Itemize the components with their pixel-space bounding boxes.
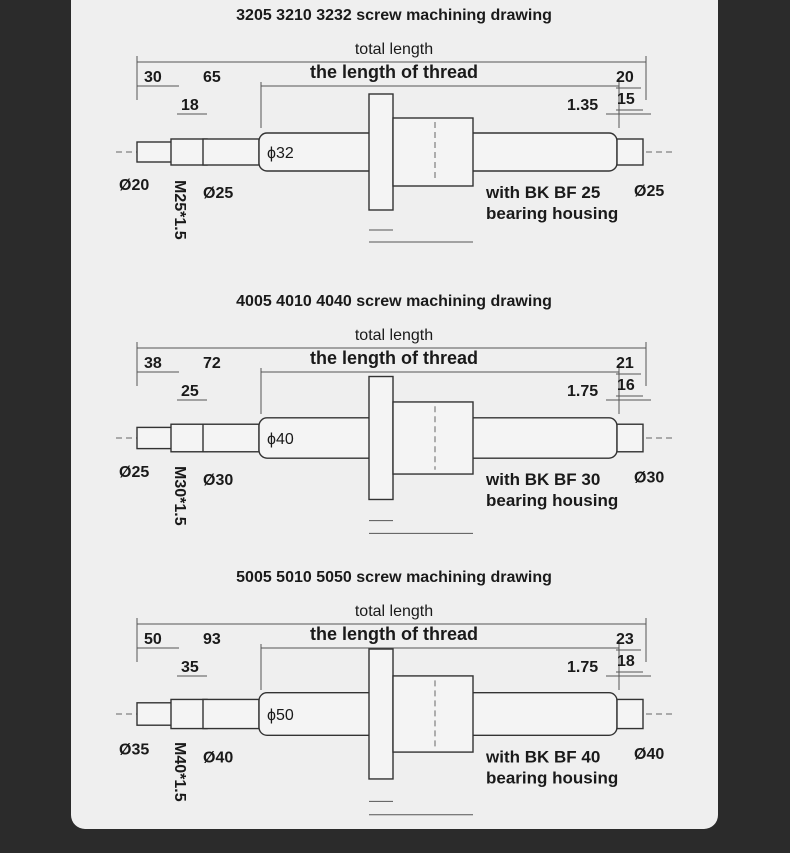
left-journal	[137, 427, 175, 448]
thread-length-label: the length of thread	[310, 624, 478, 644]
second-step-length: 72	[203, 355, 221, 372]
left-end-length: 30	[144, 69, 162, 86]
bearing-seat	[203, 424, 259, 452]
thread-spec: M30*1.5	[171, 466, 188, 526]
bearing-seat	[203, 139, 259, 165]
right-diameter: Ø30	[634, 469, 665, 487]
drawing-card	[71, 0, 718, 829]
thread-relief-length: 25	[181, 383, 199, 400]
screw-diameter: ϕ40	[267, 431, 294, 448]
bearing-diameter: Ø25	[203, 185, 234, 202]
housing-note-line1: with BK BF 25	[486, 183, 601, 202]
left-end-length: 38	[144, 355, 162, 372]
thread-section	[171, 699, 207, 728]
right-step-length: 18	[617, 653, 635, 670]
right-end-length: 23	[616, 631, 634, 648]
thread-spec: M40*1.5	[171, 742, 188, 802]
thread-section	[171, 139, 207, 165]
thread-section	[171, 424, 207, 452]
second-step-length: 65	[203, 69, 221, 86]
thread-spec: M25*1.5	[171, 180, 188, 240]
left-end-length: 50	[144, 631, 162, 648]
bearing-diameter: Ø30	[203, 472, 234, 490]
right-step-length: 16	[617, 377, 635, 394]
drawing-group	[116, 569, 676, 815]
right-diameter: Ø25	[634, 183, 665, 200]
right-journal	[617, 424, 643, 452]
thread-relief-length: 35	[181, 659, 199, 676]
nut-flange	[369, 377, 393, 500]
drawing-group	[116, 7, 676, 242]
right-journal	[617, 139, 643, 165]
left-diameter: Ø35	[119, 741, 150, 759]
nut-body	[393, 402, 473, 474]
right-step-length: 15	[617, 91, 635, 108]
thread-length-label: the length of thread	[310, 348, 478, 368]
left-journal	[137, 142, 175, 162]
total-length-label: total length	[354, 41, 434, 58]
groove-width: 1.75	[567, 383, 599, 400]
screw-diameter: ϕ50	[267, 707, 294, 724]
right-journal	[617, 699, 643, 728]
nut-body	[393, 118, 473, 186]
nut-flange	[369, 649, 393, 779]
left-journal	[137, 703, 175, 725]
housing-note-line1: with BK BF 40	[486, 747, 601, 767]
left-diameter: Ø25	[119, 464, 150, 482]
total-length-label: total length	[354, 603, 434, 620]
second-step-length: 93	[203, 631, 221, 648]
bearing-seat	[203, 699, 259, 728]
groove-width: 1.75	[567, 659, 599, 676]
drawing-title: 5005 5010 5050 screw machining drawing	[236, 569, 552, 586]
bearing-diameter: Ø40	[203, 749, 234, 767]
total-length-label: total length	[354, 327, 434, 344]
housing-note-line2: bearing housing	[486, 204, 619, 223]
screw-diameter: ϕ32	[267, 145, 294, 162]
nut-body	[393, 676, 473, 752]
right-end-length: 21	[616, 355, 634, 372]
nut-flange	[369, 94, 393, 210]
drawing-group	[116, 293, 676, 533]
thread-length-label: the length of thread	[310, 62, 478, 82]
drawing-title: 4005 4010 4040 screw machining drawing	[236, 293, 552, 310]
housing-note-line2: bearing housing	[486, 768, 619, 788]
machining-drawings	[71, 0, 718, 829]
right-diameter: Ø40	[634, 746, 665, 764]
drawing-title: 3205 3210 3232 screw machining drawing	[236, 7, 552, 24]
thread-relief-length: 18	[181, 97, 199, 114]
groove-width: 1.35	[567, 97, 599, 114]
housing-note-line2: bearing housing	[486, 491, 619, 511]
right-end-length: 20	[616, 69, 634, 86]
left-diameter: Ø20	[119, 177, 150, 194]
housing-note-line1: with BK BF 30	[486, 470, 601, 490]
